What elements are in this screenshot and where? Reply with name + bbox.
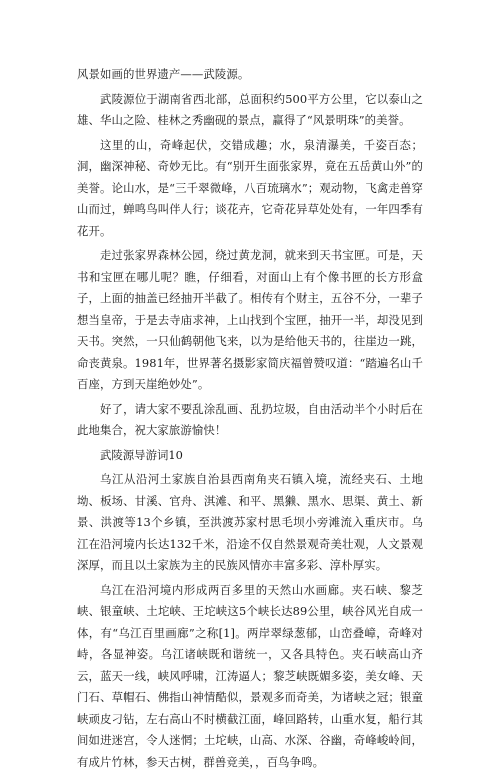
paragraph-wujiang-course: 乌江从沿河土家族自治县西南角夹石镇入境，流经夹石、土地坳、板场、甘溪、官舟、淇滩、和平、黑獭、黑水、思渠、黄土、新景、洪渡等13个乡镇，至洪渡苏家村思毛坝小旁滩流入重庆市。乌江在沿河境内长达132千米，沿途不仅自然景观奇美壮观，人文景观深厚，而且以土家族为主的民族风情亦丰富多彩、淳朴厚实。 xyxy=(77,472,423,572)
paragraph-intro-line: 风景如画的世界遗产——武陵源。 xyxy=(77,67,250,81)
paragraph-tianshu-baoxia: 走过张家界森林公园，绕过黄龙洞，就来到天书宝匣。可是，天书和宝匣在哪儿呢？瞧，仔细看，对面山上有个像书匣的长方形盒子，上面的抽盖已经抽开半截了。相传有个财主，五谷不分，一辈子想当皇帝，于是去寺庙求神，上山找到个宝匣，抽开一半，却没见到天书。突然，一只仙鹤朝他飞来，以为是给他天书的，往崖边一跳，命丧黄泉。1981年，世界著名摄影家简庆福曾赞叹道：“踏遍名山千百座，方到天崖绝妙处”。 xyxy=(77,248,423,391)
paragraph-landscape: 这里的山，奇峰起伏，交错成趣；水，泉清瀑美，千姿百态；洞，幽深神秘、奇妙无比。有“别开生面张家界，竟在五岳黄山外”的美誉。论山水，是“三千翠微峰，八百琉璃水”；观动物，飞禽走兽穿山而过，蝉鸣鸟叫伴人行；谈花卉，它奇花异草处处有，一年四季有花开。 xyxy=(77,137,423,238)
document-body xyxy=(77,64,423,776)
section-heading: 武陵源导游词10 xyxy=(100,447,183,462)
paragraph-location: 武陵源位于湖南省西北部，总面积约500平方公里，它以泰山之雄、华山之险、桂林之秀幽砚的景点，赢得了“风景明珠”的美誉。 xyxy=(77,91,423,127)
paragraph-wujiang-gallery: 乌江在沿河境内形成两百多里的天然山水画廊。夹石峡、黎芝峡、银童峡、土坨峡、王坨峡这5个峡长达89公里，峡谷风光自成一体，有“乌江百里画廊”之称[1]。两岸翠绿葱郁，山峦叠嶂，奇峰对峙，各显神姿。乌江诸峡既和谐统一，又各具特色。夹石峡高山齐云，蓝天一线，峡风呼啸，江涛逼人；黎芝峡既媚多姿，美女峰、天门石、草帽石、佛指山神情酷似，景观多而奇美，为诸峡之冠；银童峡顽皮刁钻，左右高山不时横截江面，峰回路转，山重水复，船行其间如进迷宫，令人迷惘；土坨峡，山高、水深、谷幽，奇峰峻岭间，有成片竹林，参天古树，群兽竞美，，百鸟争鸣。 xyxy=(77,582,423,769)
paragraph-closing: 好了，请大家不要乱涂乱画、乱扔垃圾，自由活动半个小时后在此地集合，祝大家旅游愉快！ xyxy=(77,401,423,437)
